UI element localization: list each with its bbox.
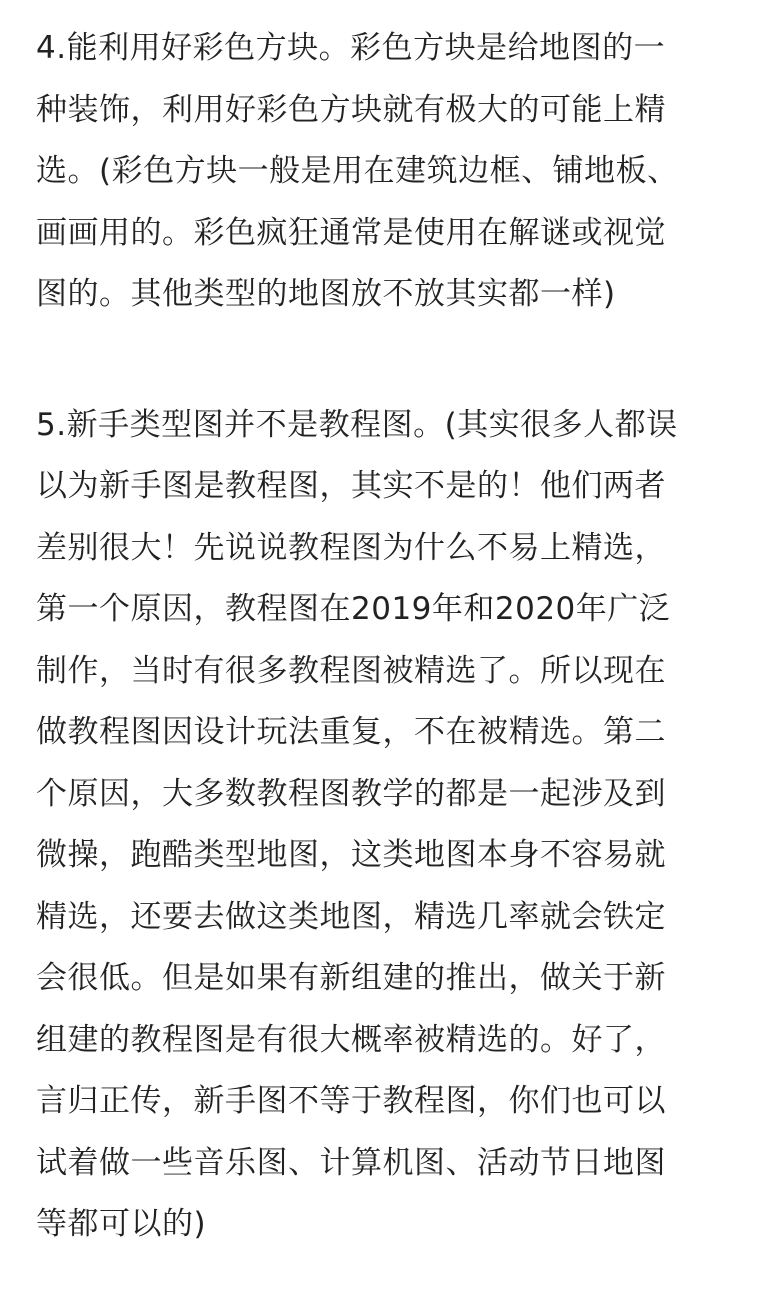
text-line: 以为新手图是教程图，其实不是的！他们两者 — [36, 468, 666, 504]
text-line: 组建的教程图是有很大概率被精选的。好了， — [36, 1021, 666, 1058]
text-line: 微操，跑酷类型地图，这类地图本身不容易就 — [36, 837, 666, 873]
text-line: 会很低。但是如果有新组建的推出，做关于新 — [36, 960, 666, 996]
text-line: 制作，当时有很多教程图被精选了。所以现在 — [36, 652, 666, 689]
paragraph-tip-5 — [36, 395, 746, 1256]
paragraph-tip-4 — [36, 18, 746, 326]
text-line: 种装饰，利用好彩色方块就有极大的可能上精 — [36, 91, 666, 128]
text-line: 个原因，大多数教程图教学的都是一起涉及到 — [36, 775, 666, 812]
text-line: 试着做一些音乐图、计算机图、活动节日地图 — [36, 1144, 666, 1181]
text-line: 图的。其他类型的地图放不放其实都一样) — [36, 276, 616, 312]
text-line: 等都可以的) — [36, 1206, 207, 1242]
text-line: 第一个原因，教程图在2019年和2020年广泛 — [36, 591, 671, 627]
text-line: 4.能利用好彩色方块。彩色方块是给地图的一 — [36, 30, 666, 66]
text-line: 5.新手类型图并不是教程图。(其实很多人都误 — [36, 406, 678, 443]
paragraph-spacer — [36, 326, 746, 395]
text-line: 差别很大！先说说教程图为什么不易上精选， — [36, 529, 666, 566]
text-line: 选。(彩色方块一般是用在建筑边框、铺地板、 — [36, 153, 679, 189]
text-line: 做教程图因设计玩法重复，不在被精选。第二 — [36, 714, 666, 750]
text-line: 言归正传，新手图不等于教程图，你们也可以 — [36, 1083, 666, 1119]
article-body — [36, 18, 746, 1256]
text-line: 画画用的。彩色疯狂通常是使用在解谜或视觉 — [36, 214, 666, 251]
text-line: 精选，还要去做这类地图，精选几率就会铁定 — [36, 898, 666, 935]
